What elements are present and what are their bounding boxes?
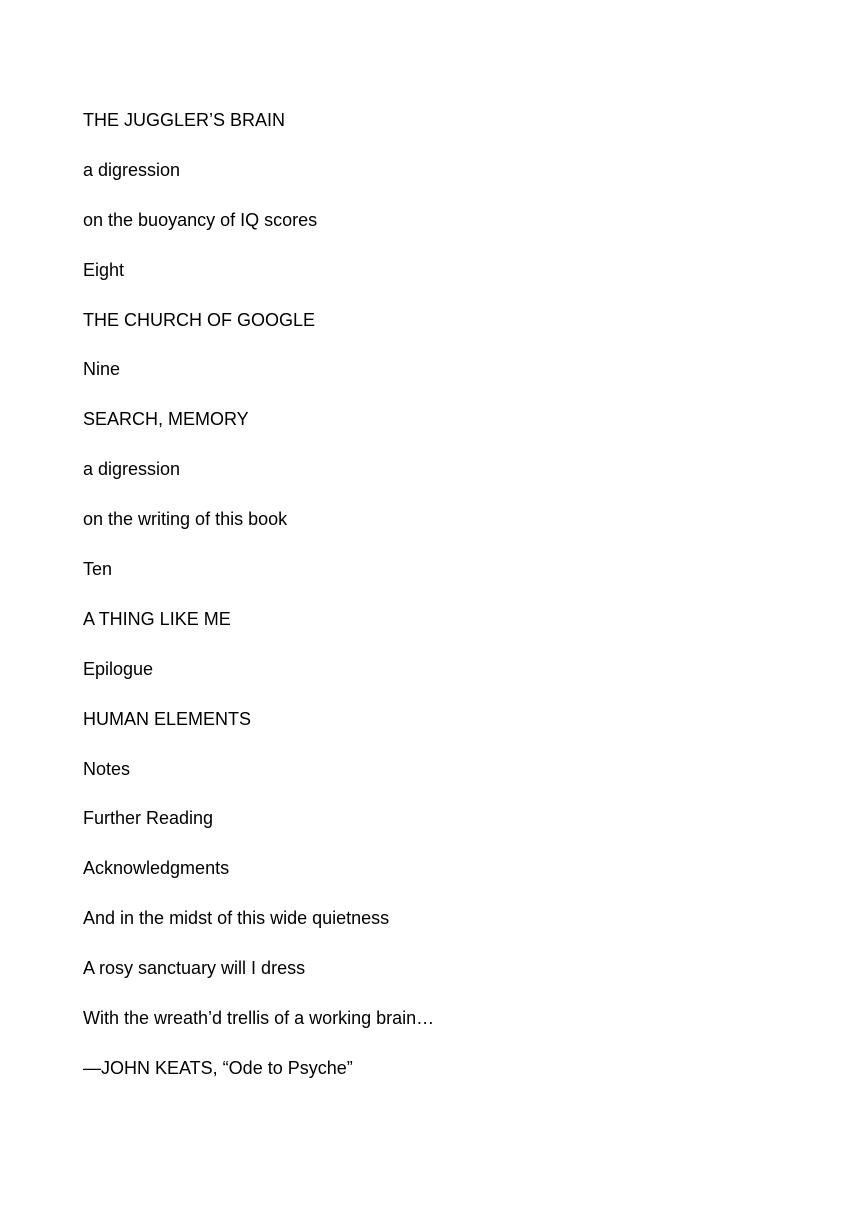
back-matter-item: Notes <box>83 758 131 779</box>
chapter-title: A THING LIKE ME <box>83 608 231 629</box>
epilogue-title: HUMAN ELEMENTS <box>83 708 252 729</box>
digression-label: a digression <box>83 159 181 180</box>
chapter-title: SEARCH, MEMORY <box>83 409 249 430</box>
chapter-title: THE CHURCH OF GOOGLE <box>83 309 316 330</box>
epigraph-attribution: —JOHN KEATS, “Ode to Psyche” <box>83 1057 353 1078</box>
chapter-number: Nine <box>83 359 121 380</box>
digression-title: on the buoyancy of IQ scores <box>83 209 318 230</box>
chapter-number: Ten <box>83 559 113 580</box>
epigraph-line: And in the midst of this wide quietness <box>83 908 390 929</box>
chapter-title: THE JUGGLER’S BRAIN <box>83 110 286 130</box>
epigraph-line: A rosy sanctuary will I dress <box>83 958 306 979</box>
back-matter-item: Further Reading <box>83 808 214 829</box>
back-matter-item: Acknowledgments <box>83 858 230 879</box>
text-block <box>83 108 434 1106</box>
epilogue-label: Epilogue <box>83 658 154 679</box>
digression-label: a digression <box>83 459 181 480</box>
chapter-number: Eight <box>83 259 125 280</box>
digression-title: on the writing of this book <box>83 509 288 530</box>
epigraph-line: With the wreath’d trellis of a working brain… <box>83 1008 435 1029</box>
